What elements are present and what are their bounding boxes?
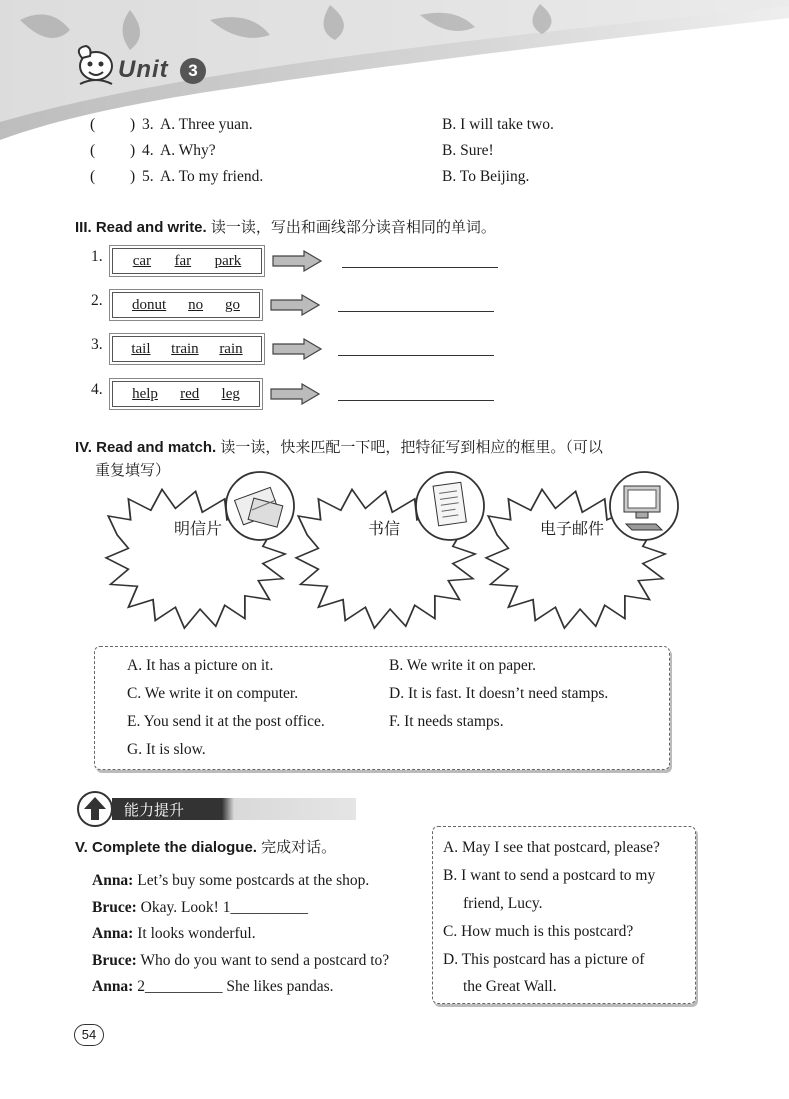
- unit-number-badge: 3: [180, 58, 206, 84]
- dialogue-line: [92, 868, 432, 895]
- dialogue-line: [92, 921, 432, 948]
- option-b: B. We write it on paper.: [389, 657, 536, 674]
- word: tail: [131, 340, 151, 357]
- option-a: A. May I see that postcard, please?: [443, 839, 660, 856]
- speaker: Anna:: [92, 978, 134, 995]
- word: train: [171, 340, 199, 357]
- word-box: [112, 248, 262, 274]
- option-d: D. It is fast. It doesn’t need stamps.: [389, 685, 609, 702]
- letter-icon: [416, 472, 484, 540]
- row-number: 4.: [91, 381, 103, 398]
- option-b-cont: friend, Lucy.: [463, 895, 543, 912]
- dialogue: [92, 868, 432, 1001]
- speaker: Bruce:: [92, 898, 137, 916]
- unit-title: Unit: [118, 56, 169, 83]
- section-4-options-box: [94, 646, 670, 770]
- word: no: [188, 296, 204, 313]
- line-text: Who do you want to send a postcard to?: [140, 951, 390, 969]
- question-row: [90, 168, 710, 190]
- answer-paren-close: ): [130, 142, 136, 159]
- row-number: 1.: [91, 248, 103, 265]
- arrow-right-icon: [270, 294, 320, 316]
- arrow-right-icon: [272, 338, 322, 360]
- option-d: D. This postcard has a picture of: [443, 951, 645, 968]
- section-5-title-en: V. Complete the dialogue.: [75, 839, 257, 856]
- answer-line[interactable]: [342, 266, 498, 268]
- page-number: 54: [74, 1024, 104, 1046]
- question-number: 3.: [142, 116, 154, 133]
- word-box: [112, 336, 262, 362]
- option-b: B. Sure!: [442, 142, 494, 159]
- answer-paren-close: ): [130, 168, 136, 185]
- option-c: C. How much is this postcard?: [443, 923, 634, 940]
- question-number: 4.: [142, 142, 154, 159]
- answer-paren-close: ): [130, 116, 136, 133]
- option-b: B. I will take two.: [442, 116, 554, 133]
- option-a: A. Three yuan.: [160, 116, 253, 133]
- word: park: [214, 252, 242, 269]
- word: rain: [219, 340, 243, 357]
- up-arrow-icon: [76, 790, 114, 828]
- answer-line[interactable]: [338, 354, 494, 356]
- answer-paren-open: (: [90, 116, 96, 133]
- dialogue-line: [92, 895, 432, 922]
- line-text: Let’s buy some postcards at the shop.: [137, 872, 370, 889]
- speaker: Bruce:: [92, 951, 137, 969]
- section-5-options-box: [432, 826, 696, 1004]
- answer-paren-open: (: [90, 168, 96, 185]
- section-5-title: [75, 836, 336, 857]
- answer-paren-open: (: [90, 142, 96, 159]
- option-g: G. It is slow.: [127, 741, 206, 758]
- option-a: A. Why?: [160, 142, 216, 159]
- answer-line[interactable]: [338, 399, 494, 401]
- word: help: [132, 385, 158, 402]
- option-b: B. I want to send a postcard to my: [443, 867, 656, 884]
- word: car: [132, 252, 152, 269]
- computer-icon: [610, 472, 678, 540]
- bubble-label-postcard: 明信片: [174, 519, 223, 538]
- option-f: F. It needs stamps.: [389, 713, 504, 730]
- arrow-right-icon: [270, 383, 320, 405]
- option-c: C. We write it on computer.: [127, 685, 299, 702]
- section-3-title-en: III. Read and write.: [75, 219, 207, 236]
- mascot-icon: [70, 44, 120, 90]
- word-box: [112, 292, 260, 318]
- option-d-cont: the Great Wall.: [463, 978, 557, 995]
- section-4-title-cn-2: 重复填写）: [95, 461, 171, 479]
- section-3-title: [75, 216, 496, 237]
- section-3-title-cn: 读一读，写出和画线部分读音相同的单词。: [210, 218, 496, 236]
- section-4-title-en: IV. Read and match.: [75, 439, 217, 456]
- word-box: [112, 381, 260, 407]
- section-5-title-cn: 完成对话。: [261, 838, 337, 856]
- word: red: [180, 385, 200, 402]
- bubble-label-email: 电子邮件: [540, 519, 605, 538]
- arrow-right-icon: [272, 250, 322, 272]
- dialogue-line: [92, 948, 432, 975]
- word: donut: [131, 296, 167, 313]
- bubbles-illustration: [100, 470, 700, 640]
- option-e: E. You send it at the post office.: [127, 713, 325, 730]
- question-number: 5.: [142, 168, 154, 185]
- row-number: 3.: [91, 336, 103, 353]
- line-text: It looks wonderful.: [137, 925, 256, 942]
- word: leg: [221, 385, 240, 402]
- bubble-label-letter: 书信: [368, 519, 401, 538]
- section-4-title-cn-1: 读一读，快来匹配一下吧，把特征写到相应的框里。（可以: [220, 438, 603, 456]
- answer-line[interactable]: [338, 310, 494, 312]
- option-b: B. To Beijing.: [442, 168, 530, 185]
- option-a: A. It has a picture on it.: [127, 657, 274, 674]
- word: go: [225, 296, 241, 313]
- option-a: A. To my friend.: [160, 168, 264, 185]
- word: far: [174, 252, 192, 269]
- question-row: [90, 142, 710, 164]
- speaker: Anna:: [92, 925, 134, 942]
- postcard-icon: [226, 472, 294, 540]
- row-number: 2.: [91, 292, 103, 309]
- ability-label: 能力提升: [124, 801, 185, 819]
- question-row: [90, 116, 710, 138]
- speaker: Anna:: [92, 872, 134, 889]
- line-text: Okay. Look! 1__________: [140, 898, 308, 916]
- line-text: 2__________ She likes pandas.: [137, 978, 334, 995]
- dialogue-line: [92, 974, 432, 1001]
